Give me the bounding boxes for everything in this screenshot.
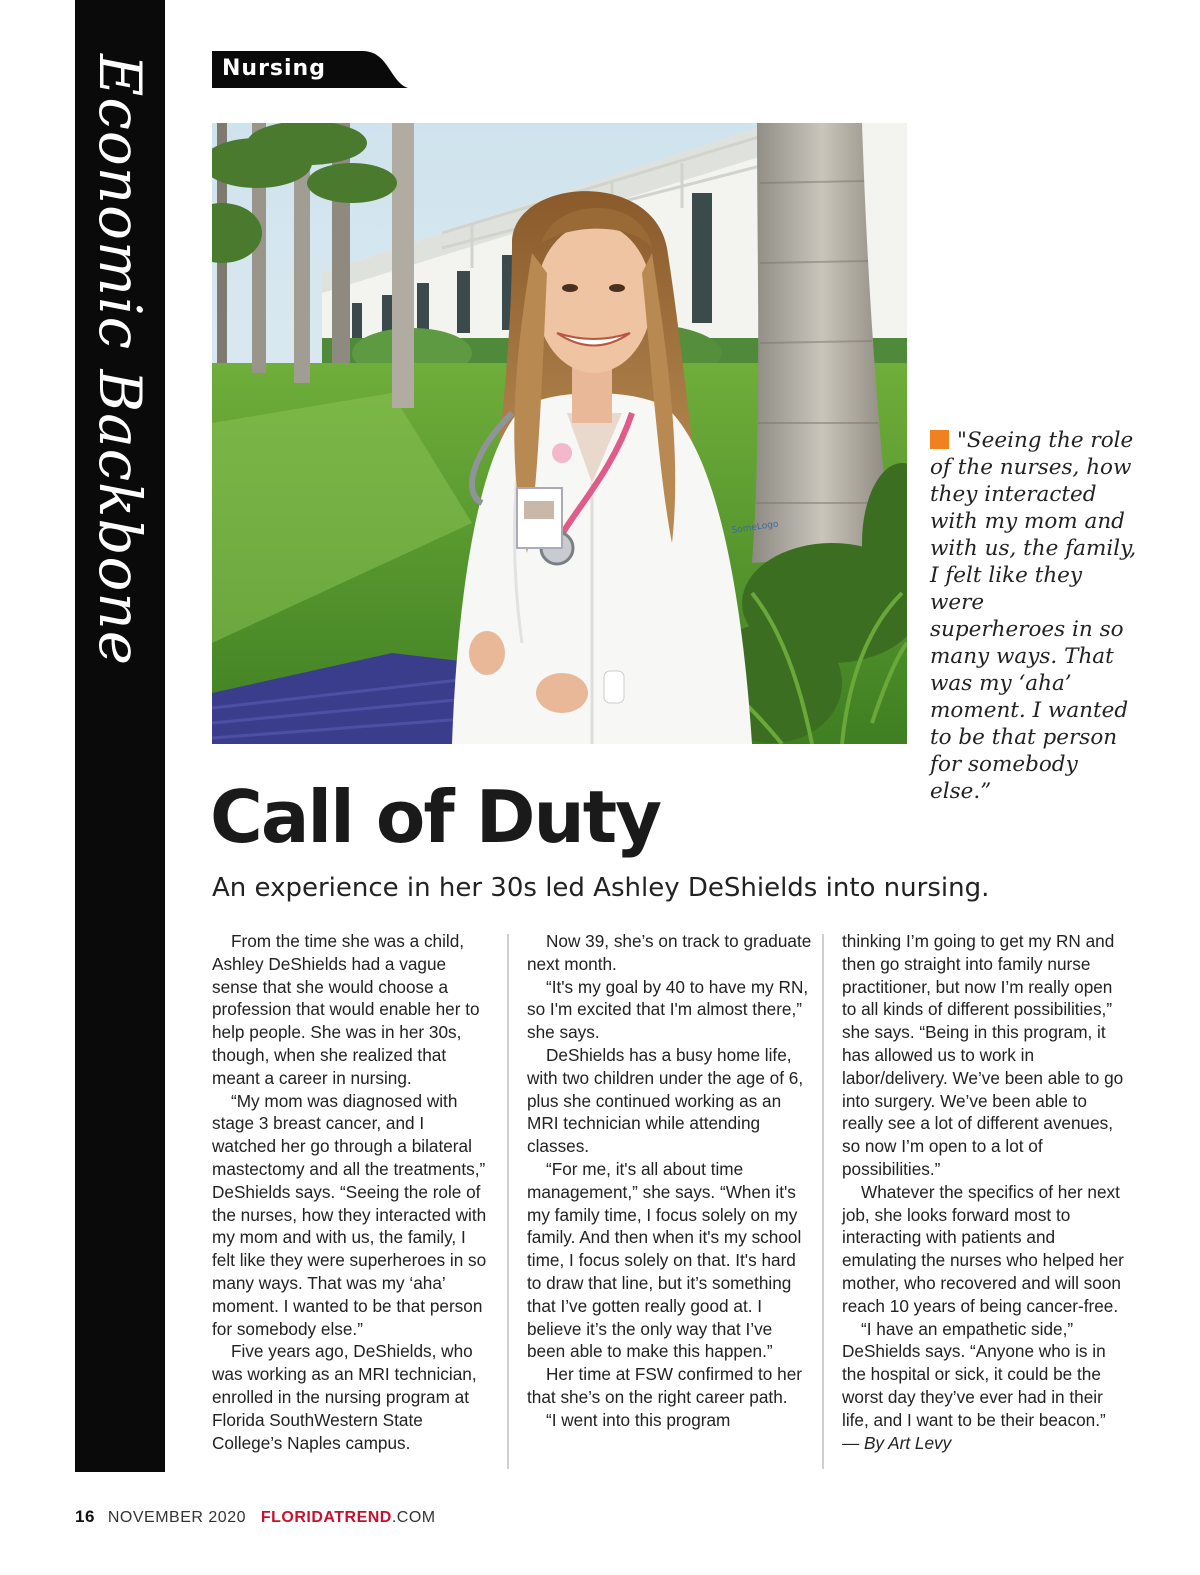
pull-quote-line: they interacted bbox=[930, 482, 1097, 507]
column-divider bbox=[507, 934, 509, 1469]
body-paragraph: “I went into this program bbox=[546, 1409, 731, 1430]
pull-quote-line: with us, the family, bbox=[930, 536, 1137, 561]
pull-quote-line: for somebody else.” bbox=[930, 752, 1078, 804]
body-paragraph: “It's my goal by 40 to have my RN, so I'm excited that I'm almost there,” she says. bbox=[527, 976, 809, 1043]
pull-quote-line: of the nurses, how bbox=[930, 455, 1132, 480]
body-column-1 bbox=[212, 930, 492, 1454]
body-paragraph: “I have an empathetic side,” DeShields says. “Anyone who is in the hospital or sick, it could be the worst day they’ve ever had in their life, and I want to be their beacon.” bbox=[842, 1318, 1106, 1430]
body-column-3 bbox=[842, 930, 1127, 1454]
article-deck: An experience in her 30s led Ashley DeShields into nursing. bbox=[212, 873, 990, 903]
pull-quote bbox=[930, 427, 1140, 805]
pull-quote-line: was my ‘aha’ bbox=[930, 671, 1072, 696]
pull-quote-line: to be that person bbox=[930, 725, 1118, 750]
site-tld: .COM bbox=[391, 1509, 436, 1526]
sidebar-title: Economic Backbone bbox=[86, 54, 154, 667]
photo-illustration bbox=[212, 123, 907, 744]
column-divider bbox=[822, 934, 824, 1469]
pull-quote-line: with my mom and bbox=[930, 509, 1125, 534]
pull-quote-line: superheroes in so bbox=[930, 617, 1124, 642]
nurse-portrait-photo bbox=[212, 123, 907, 744]
site-brand: FLORIDATREND bbox=[260, 1509, 392, 1526]
pull-quote-line: many ways. That bbox=[930, 644, 1114, 669]
body-paragraph: “For me, it's all about time management,” she says. “When it's my family time, I focus solely on my family. And then when it's my school time, I focus solely on that. It's hard to draw that line, but it’s something that I’ve gotten really good at. I believe it’s the only way that I’ve been able to make this happen.” bbox=[527, 1158, 802, 1362]
pull-quote-line: I felt like they were bbox=[930, 563, 1083, 615]
body-paragraph: Now 39, she’s on track to graduate next month. bbox=[527, 931, 812, 974]
svg-text:SomeLogo: SomeLogo bbox=[731, 519, 780, 536]
body-paragraph: From the time she was a child, Ashley DeShields had a vague sense that she would choose a profession that would enable her to help people. She was in her 30s, though, when she realized that meant a career in nursing. bbox=[212, 931, 480, 1088]
body-paragraph: DeShields has a busy home life, with two children under the age of 6, plus she continued working as an MRI technician while attending classes. bbox=[527, 1044, 804, 1157]
pull-quote-line: "Seeing the role bbox=[930, 427, 1140, 454]
section-label: Nursing bbox=[222, 56, 326, 81]
issue-date: NOVEMBER 2020 bbox=[107, 1509, 246, 1526]
body-paragraph: Five years ago, DeShields, who was working as an MRI technician, enrolled in the nursing program at Florida SouthWestern State College’s Naples campus. bbox=[212, 1341, 477, 1453]
body-column-2 bbox=[527, 930, 812, 1432]
body-paragraph: Her time at FSW confirmed to her that she’s on the right career path. bbox=[527, 1364, 802, 1407]
byline: — By Art Levy bbox=[842, 1432, 952, 1453]
section-tab bbox=[212, 51, 408, 88]
body-paragraph: “My mom was diagnosed with stage 3 breast cancer, and I watched her go through a bilateral mastectomy and all the treatments,” DeShields says. “Seeing the role of the nurses, how they interacted with my mom and with us, the family, I felt like they were superheroes in so many ways. That was my ‘aha’ moment. I wanted to be that person for somebody else.” bbox=[212, 1090, 487, 1339]
page-number: 16 bbox=[75, 1507, 95, 1526]
body-paragraph: thinking I’m going to get my RN and then go straight into family nurse practitioner, but now I’m really open to all kinds of different possibilities,” she says. “Being in this program, it has allowed us to work in labor/delivery. We’ve been able to go into surgery. We’ve been able to really see a lot of different avenues, so now I’m open to a lot of possibilities.” bbox=[842, 931, 1124, 1179]
quote-bullet-icon bbox=[930, 430, 949, 449]
body-paragraph: Whatever the specifics of her next job, she looks forward most to interacting with patients and emulating the nurses who helped her mother, who recovered and will soon reach 10 years of being cancer-free. bbox=[842, 1181, 1124, 1316]
page-footer bbox=[75, 1507, 436, 1527]
pull-quote-line: moment. I wanted bbox=[930, 698, 1129, 723]
article-headline: Call of Duty bbox=[210, 775, 661, 859]
